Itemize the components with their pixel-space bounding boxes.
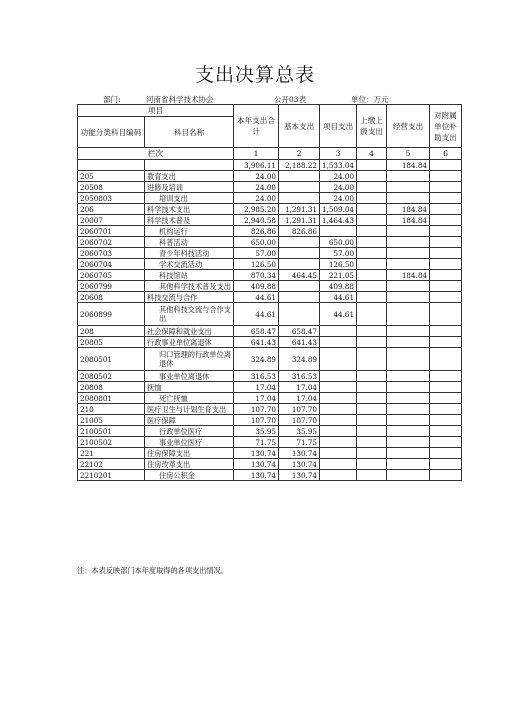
table-cell-project xyxy=(320,426,357,437)
header-remit: 上缴上级支出 xyxy=(357,105,387,148)
table-cell-business xyxy=(387,193,430,204)
table-cell-code: 20808 xyxy=(78,382,145,393)
table-cell-project: 44.61 xyxy=(320,292,357,303)
table-cell-total: 870.34 xyxy=(234,270,279,281)
table-cell-code: 2060703 xyxy=(78,248,145,259)
table-cell-subsidy xyxy=(430,437,462,448)
table-cell-name: 死亡抚恤 xyxy=(145,393,234,404)
table-cell-name: 教育支出 xyxy=(145,171,234,182)
table-cell-remit xyxy=(357,371,387,382)
col-num: 4 xyxy=(357,148,387,160)
table-row xyxy=(78,259,462,270)
table-cell-subsidy xyxy=(430,415,462,426)
table-cell-name: 住房改革支出 xyxy=(145,459,234,470)
table-cell-total: 57.00 xyxy=(234,248,279,259)
table-cell-subsidy xyxy=(430,382,462,393)
table-cell-project xyxy=(320,226,357,237)
table-cell-basic: 658.47 xyxy=(279,326,320,337)
table-cell-total: 324.89 xyxy=(234,348,279,371)
table-cell-code: 20805 xyxy=(78,337,145,348)
table-cell-basic: 107.70 xyxy=(279,415,320,426)
table-cell-total: 130.74 xyxy=(234,448,279,459)
table-cell-remit xyxy=(357,171,387,182)
table-cell-project xyxy=(320,459,357,470)
table-cell-name: 其他科学技术普及支出 xyxy=(145,281,234,292)
col-num: 5 xyxy=(387,148,430,160)
table-cell-project xyxy=(320,415,357,426)
table-cell-project: 1,464.43 xyxy=(320,215,357,226)
table-row xyxy=(78,292,462,303)
table-cell-total: 658.47 xyxy=(234,326,279,337)
table-cell-name: 科技馆站 xyxy=(145,270,234,281)
table-cell-business xyxy=(387,337,430,348)
table-cell-code: 2100501 xyxy=(78,426,145,437)
table-cell-basic: 130.74 xyxy=(279,470,320,481)
table-cell-business xyxy=(387,259,430,270)
table-cell-subsidy xyxy=(430,259,462,270)
header-col-label: 栏次 xyxy=(78,148,234,160)
table-cell-total: 24.00 xyxy=(234,193,279,204)
table-cell-code: 20608 xyxy=(78,292,145,303)
table-cell-total: 2,940.58 xyxy=(234,215,279,226)
table-cell-code: 210 xyxy=(78,404,145,415)
table-cell-code: 22102 xyxy=(78,459,145,470)
table-cell-subsidy xyxy=(430,393,462,404)
table-cell-code: 221 xyxy=(78,448,145,459)
table-cell-subsidy xyxy=(430,226,462,237)
table-cell-business xyxy=(387,470,430,481)
table-cell-subsidy xyxy=(430,426,462,437)
table-cell-name: 科学技术支出 xyxy=(145,204,234,215)
page-title: 支出决算总表 xyxy=(194,64,315,86)
table-row xyxy=(78,281,462,292)
table-cell-name: 事业单位医疗 xyxy=(145,437,234,448)
table-cell-basic: 130.74 xyxy=(279,448,320,459)
table-cell-project xyxy=(320,337,357,348)
table-cell-project xyxy=(320,437,357,448)
table-cell-basic: 826.86 xyxy=(279,226,320,237)
table-cell-code: 2080502 xyxy=(78,371,145,382)
table-cell-business xyxy=(387,281,430,292)
table-row xyxy=(78,426,462,437)
table-cell-project: 24.00 xyxy=(320,193,357,204)
table-cell-remit xyxy=(357,270,387,281)
table-cell-code: 206 xyxy=(78,204,145,215)
table-cell-project: 57.00 xyxy=(320,248,357,259)
table-cell-code: 208 xyxy=(78,326,145,337)
table-cell-total: 409.88 xyxy=(234,281,279,292)
table-cell-total: 316.53 xyxy=(234,371,279,382)
header-basic: 基本支出 xyxy=(279,105,320,148)
table-cell-business xyxy=(387,248,430,259)
table-cell-remit xyxy=(357,337,387,348)
table-cell-code: 2080501 xyxy=(78,348,145,371)
table-cell-remit xyxy=(357,248,387,259)
table-cell-subsidy xyxy=(430,371,462,382)
table-cell-subsidy xyxy=(430,470,462,481)
table-cell-remit xyxy=(357,470,387,481)
table-cell-remit xyxy=(357,226,387,237)
table-cell-name: 科普活动 xyxy=(145,237,234,248)
table-cell-remit xyxy=(357,292,387,303)
table-row xyxy=(78,415,462,426)
table-cell-project xyxy=(320,371,357,382)
table-cell-basic: 464.45 xyxy=(279,270,320,281)
table-cell-remit xyxy=(357,415,387,426)
table-cell-business xyxy=(387,371,430,382)
table-row xyxy=(78,337,462,348)
dept-name: 河南省科学技术协会 xyxy=(146,95,214,104)
table-cell-name: 科技交流与合作 xyxy=(145,292,234,303)
table-row xyxy=(78,470,462,481)
table-cell-remit xyxy=(357,193,387,204)
table-cell-subsidy xyxy=(430,193,462,204)
table-cell-subsidy xyxy=(430,404,462,415)
table-cell-subsidy xyxy=(430,204,462,215)
table-row xyxy=(78,404,462,415)
table-cell-basic xyxy=(279,193,320,204)
table-cell-name: 归口管理的行政单位离退休 xyxy=(145,348,234,371)
table-cell-project: 24.00 xyxy=(320,182,357,193)
table-cell-project: 409.88 xyxy=(320,281,357,292)
table-cell-project: 650.00 xyxy=(320,237,357,248)
table-cell-remit xyxy=(357,259,387,270)
table-cell-name: 医疗保障 xyxy=(145,415,234,426)
table-cell-total: 826.86 xyxy=(234,226,279,237)
table-cell-remit xyxy=(357,237,387,248)
header-item: 项目 xyxy=(78,105,234,117)
table-cell-business xyxy=(387,182,430,193)
table-cell-project: 24.00 xyxy=(320,171,357,182)
table-cell-remit xyxy=(357,393,387,404)
table-cell-project xyxy=(320,382,357,393)
table-cell-subsidy xyxy=(430,248,462,259)
table-cell-subsidy xyxy=(430,459,462,470)
table-cell-remit xyxy=(357,348,387,371)
table-cell-project xyxy=(320,348,357,371)
table-row xyxy=(78,348,462,371)
table-cell-project xyxy=(320,470,357,481)
table-cell-business xyxy=(387,237,430,248)
table-cell-subsidy xyxy=(430,448,462,459)
footnote: 注：本表反映部门本年度取得的各项支出情况。 xyxy=(77,566,228,575)
table-row xyxy=(78,237,462,248)
col-num: 1 xyxy=(234,148,279,160)
table-cell-subsidy xyxy=(430,237,462,248)
table-cell-code: 2060704 xyxy=(78,259,145,270)
total-subsidy xyxy=(430,160,462,171)
table-cell-code: 2050803 xyxy=(78,193,145,204)
table-cell-name: 医疗卫生与计划生育支出 xyxy=(145,404,234,415)
table-cell-business xyxy=(387,226,430,237)
table-cell-remit xyxy=(357,281,387,292)
table-cell-code: 20007 xyxy=(78,215,145,226)
table-cell-code: 20508 xyxy=(78,182,145,193)
table-cell-total: 71.75 xyxy=(234,437,279,448)
table-cell-total: 44.61 xyxy=(234,292,279,303)
dept-label: 部门: xyxy=(103,95,121,104)
table-cell-name: 社会保障和就业支出 xyxy=(145,326,234,337)
table-cell-subsidy xyxy=(430,337,462,348)
table-cell-subsidy xyxy=(430,171,462,182)
form-code: 公开03表 xyxy=(274,95,307,104)
table-cell-project xyxy=(320,326,357,337)
table-cell-name: 其他科技交流与合作支出 xyxy=(145,303,234,326)
table-cell-remit xyxy=(357,426,387,437)
table-cell-subsidy xyxy=(430,348,462,371)
table-cell-subsidy xyxy=(430,326,462,337)
table-cell-code: 21005 xyxy=(78,415,145,426)
table-row xyxy=(78,371,462,382)
table-cell-basic xyxy=(279,237,320,248)
table-cell-total: 107.70 xyxy=(234,404,279,415)
table-cell-subsidy xyxy=(430,303,462,326)
table-cell-subsidy xyxy=(430,215,462,226)
table-cell-name: 学术交流活动 xyxy=(145,259,234,270)
table-cell-project: 44.61 xyxy=(320,303,357,326)
table-cell-basic: 35.95 xyxy=(279,426,320,437)
table-cell-code: 2060705 xyxy=(78,270,145,281)
table-row xyxy=(78,270,462,281)
table-row xyxy=(78,393,462,404)
table-cell-remit xyxy=(357,303,387,326)
table-cell-total: 650.00 xyxy=(234,237,279,248)
table-cell-subsidy xyxy=(430,292,462,303)
header-func-code: 功能分类科目编码 xyxy=(78,117,145,148)
table-cell-total: 2,985.20 xyxy=(234,204,279,215)
table-cell-total: 24.00 xyxy=(234,182,279,193)
table-cell-code: 2060899 xyxy=(78,303,145,326)
table-cell-total: 130.74 xyxy=(234,459,279,470)
table-cell-business: 184.84 xyxy=(387,270,430,281)
col-num: 6 xyxy=(430,148,462,160)
table-cell-project xyxy=(320,404,357,415)
table-cell-total: 126.50 xyxy=(234,259,279,270)
table-cell-business xyxy=(387,303,430,326)
table-cell-remit xyxy=(357,404,387,415)
table-cell-code: 2080801 xyxy=(78,393,145,404)
table-cell-remit xyxy=(357,382,387,393)
col-num: 2 xyxy=(279,148,320,160)
table-cell-name: 抚恤 xyxy=(145,382,234,393)
total-value: 3,906.11 xyxy=(234,160,279,171)
table-cell-business xyxy=(387,326,430,337)
unit-label: 单位：万元 xyxy=(351,95,389,104)
table-cell-total: 17.04 xyxy=(234,382,279,393)
table-cell-remit xyxy=(357,459,387,470)
table-row xyxy=(78,204,462,215)
table-cell-code: 2100502 xyxy=(78,437,145,448)
table-row xyxy=(78,182,462,193)
table-cell-name: 住房公积金 xyxy=(145,470,234,481)
table-cell-remit xyxy=(357,326,387,337)
table-cell-business xyxy=(387,382,430,393)
table-cell-subsidy xyxy=(430,270,462,281)
table-cell-total: 107.70 xyxy=(234,415,279,426)
table-cell-business xyxy=(387,426,430,437)
table-row xyxy=(78,171,462,182)
table-cell-name: 住房保障支出 xyxy=(145,448,234,459)
total-remit xyxy=(357,160,387,171)
table-cell-business xyxy=(387,448,430,459)
table-cell-code: 205 xyxy=(78,171,145,182)
col-num: 3 xyxy=(320,148,357,160)
table-cell-remit xyxy=(357,204,387,215)
table-row xyxy=(78,326,462,337)
expenditure-table xyxy=(77,104,462,481)
table-cell-basic: 71.75 xyxy=(279,437,320,448)
table-row xyxy=(78,215,462,226)
table-cell-name: 机构运行 xyxy=(145,226,234,237)
table-cell-basic: 316.53 xyxy=(279,371,320,382)
table-cell-code: 2060799 xyxy=(78,281,145,292)
table-cell-basic xyxy=(279,182,320,193)
table-cell-business xyxy=(387,415,430,426)
table-cell-basic xyxy=(279,171,320,182)
total-row xyxy=(78,160,462,171)
table-cell-basic: 1,291.31 xyxy=(279,215,320,226)
total-project: 1,533.04 xyxy=(320,160,357,171)
table-cell-remit xyxy=(357,437,387,448)
table-cell-basic: 17.04 xyxy=(279,393,320,404)
table-cell-name: 青少年科技活动 xyxy=(145,248,234,259)
table-cell-code: 2060702 xyxy=(78,237,145,248)
table-row xyxy=(78,193,462,204)
table-cell-total: 35.95 xyxy=(234,426,279,437)
header-subsidy: 对附属单位补助支出 xyxy=(430,105,462,148)
table-cell-total: 17.04 xyxy=(234,393,279,404)
table-cell-business xyxy=(387,437,430,448)
table-cell-name: 行政事业单位离退休 xyxy=(145,337,234,348)
table-cell-basic: 130.74 xyxy=(279,459,320,470)
header-subject-name: 科目名称 xyxy=(145,117,234,148)
table-cell-name: 进修及培训 xyxy=(145,182,234,193)
table-cell-project xyxy=(320,448,357,459)
table-cell-remit xyxy=(357,182,387,193)
total-business: 184.84 xyxy=(387,160,430,171)
table-cell-business: 184.84 xyxy=(387,215,430,226)
table-cell-business xyxy=(387,459,430,470)
table-cell-basic xyxy=(279,303,320,326)
table-row xyxy=(78,437,462,448)
table-cell-business xyxy=(387,171,430,182)
table-cell-basic xyxy=(279,259,320,270)
table-cell-total: 24.00 xyxy=(234,171,279,182)
table-cell-remit xyxy=(357,448,387,459)
table-cell-subsidy xyxy=(430,182,462,193)
table-cell-business: 184.84 xyxy=(387,204,430,215)
table-cell-name: 行政单位医疗 xyxy=(145,426,234,437)
table-cell-project: 221.05 xyxy=(320,270,357,281)
table-cell-project xyxy=(320,393,357,404)
table-row xyxy=(78,459,462,470)
table-cell-business xyxy=(387,348,430,371)
table-row xyxy=(78,382,462,393)
total-basic: 2,188.22 xyxy=(279,160,320,171)
table-cell-business xyxy=(387,393,430,404)
table-cell-name: 科学技术普及 xyxy=(145,215,234,226)
table-row xyxy=(78,303,462,326)
table-cell-basic: 107.70 xyxy=(279,404,320,415)
table-cell-basic: 1,291.31 xyxy=(279,204,320,215)
table-cell-code: 2060701 xyxy=(78,226,145,237)
header-total: 本年支出合计 xyxy=(234,105,279,148)
table-cell-project: 126.50 xyxy=(320,259,357,270)
table-cell-subsidy xyxy=(430,281,462,292)
table-cell-business xyxy=(387,404,430,415)
table-cell-basic xyxy=(279,248,320,259)
table-cell-name: 事业单位离退休 xyxy=(145,371,234,382)
table-cell-name: 培训支出 xyxy=(145,193,234,204)
table-cell-project: 1,509.04 xyxy=(320,204,357,215)
table-row xyxy=(78,226,462,237)
header-business: 经营支出 xyxy=(387,105,430,148)
table-cell-basic: 324.89 xyxy=(279,348,320,371)
table-cell-basic: 641.43 xyxy=(279,337,320,348)
table-cell-code: 2210201 xyxy=(78,470,145,481)
table-cell-basic: 17.04 xyxy=(279,382,320,393)
table-cell-total: 44.61 xyxy=(234,303,279,326)
table-cell-business xyxy=(387,292,430,303)
header-project: 项目支出 xyxy=(320,105,357,148)
table-cell-basic xyxy=(279,281,320,292)
table-cell-total: 641.43 xyxy=(234,337,279,348)
table-row xyxy=(78,448,462,459)
table-cell-basic xyxy=(279,292,320,303)
table-cell-total: 130.74 xyxy=(234,470,279,481)
table-row xyxy=(78,248,462,259)
table-cell-remit xyxy=(357,215,387,226)
